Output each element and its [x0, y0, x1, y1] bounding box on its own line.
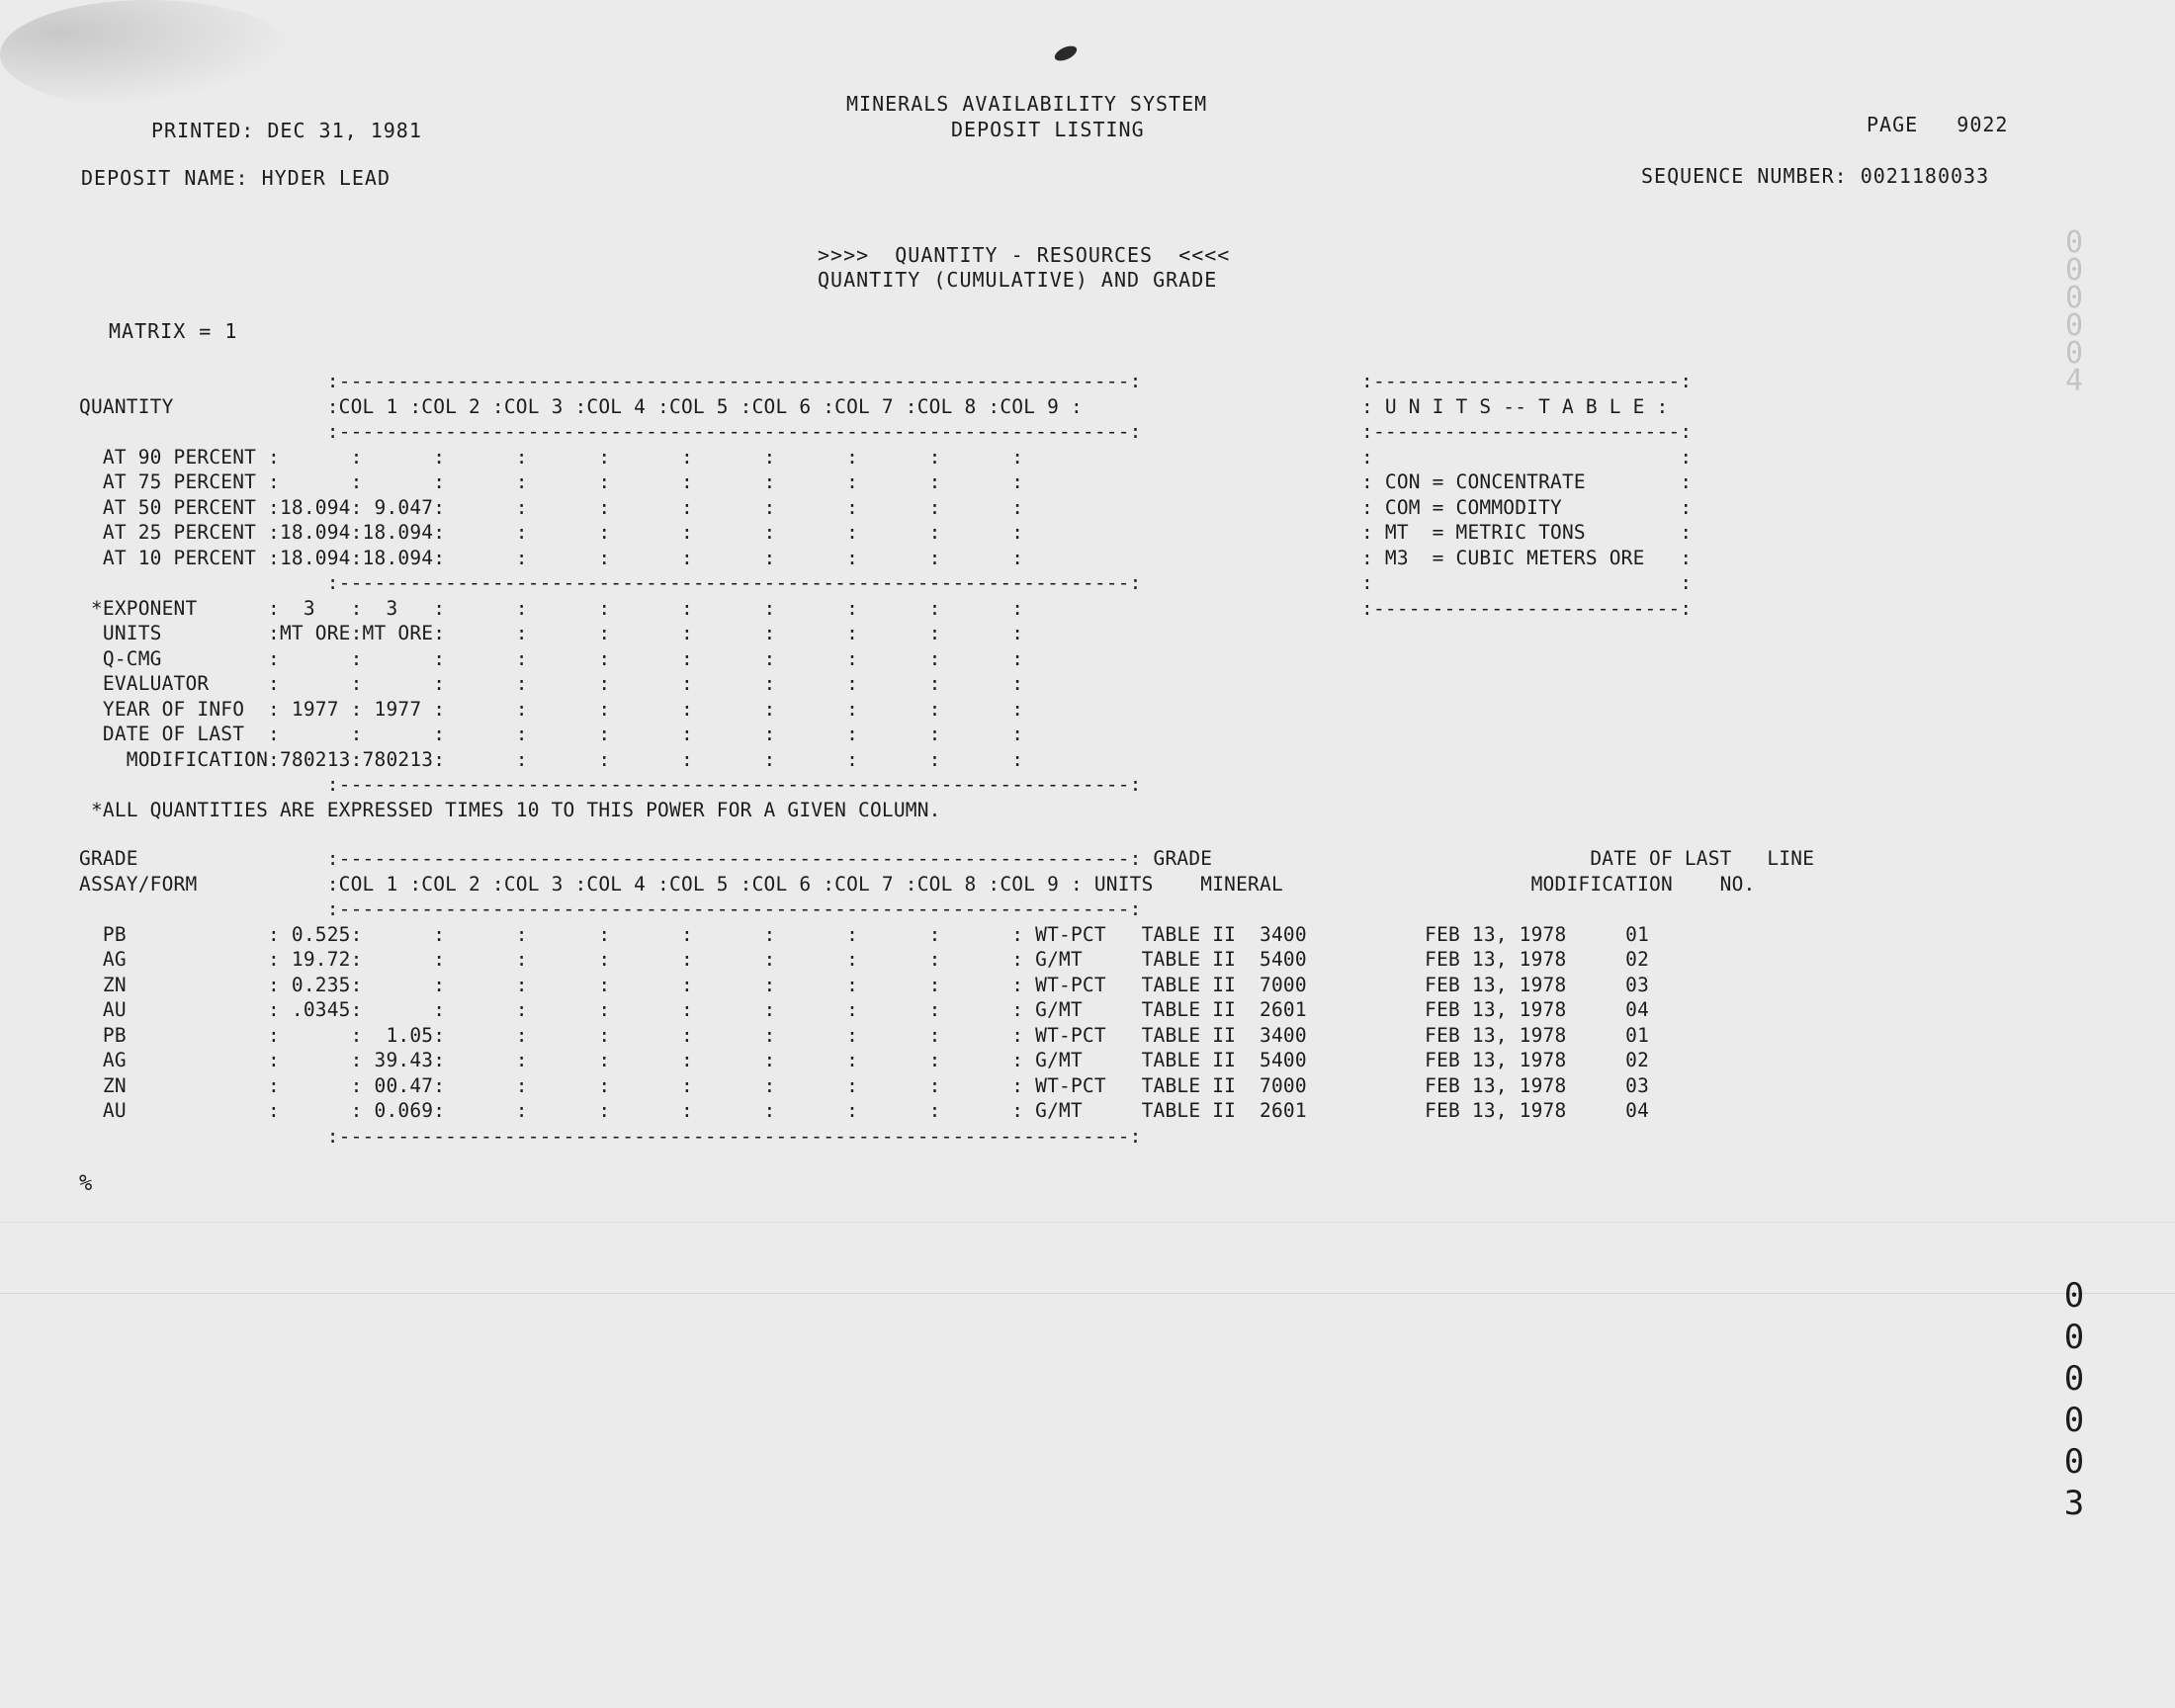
sequence-number: SEQUENCE NUMBER: 0021180033 — [1641, 164, 1990, 188]
grade-line: ASSAY/FORM :COL 1 :COL 2 :COL 3 :COL 4 :COL 5 :COL 6 :COL 7 :COL 8 :COL 9 : UNITS MINERAL MODIFICATION NO. — [79, 872, 1756, 896]
grade-line: GRADE :-------------------------------------------------------------------: GRADE DATE OF LAST LINE — [79, 847, 1815, 870]
quantity-line: DATE OF LAST : : : : : : : : : : — [79, 723, 1024, 745]
units-line: :--------------------------: — [1361, 370, 1693, 392]
printed-date: PRINTED: DEC 31, 1981 — [151, 119, 422, 142]
units-line: :--------------------------: — [1361, 596, 1693, 620]
quantity-line: YEAR OF INFO : 1977 : 1977 : : : : : : : : — [79, 697, 1024, 721]
quantity-line: AT 25 PERCENT :18.094:18.094: : : : : : : : — [79, 521, 1024, 544]
units-line: : : — [1361, 571, 1693, 594]
page-number: PAGE 9022 — [1867, 113, 2009, 136]
grade-line: :-------------------------------------------------------------------: — [79, 1124, 1142, 1148]
quantity-line: *ALL QUANTITIES ARE EXPRESSED TIMES 10 TO THIS POWER FOR A GIVEN COLUMN. — [79, 798, 941, 821]
scan-smudge — [0, 0, 297, 109]
units-line: : M3 = CUBIC METERS ORE : — [1361, 546, 1693, 569]
quantity-line: AT 75 PERCENT : : : : : : : : : : — [79, 470, 1024, 493]
quantity-line: UNITS :MT ORE:MT ORE: : : : : : : : — [79, 622, 1024, 644]
quantity-line: AT 90 PERCENT : : : : : : : : : : — [79, 445, 1024, 469]
matrix-label: MATRIX = 1 — [109, 319, 238, 343]
grade-line: ZN : 0.235: : : : : : : : : WT-PCT TABLE II 7000 FEB 13, 1978 03 — [79, 973, 1650, 996]
grade-line: AG : : 39.43: : : : : : : : G/MT TABLE II 5400 FEB 13, 1978 02 — [79, 1049, 1650, 1071]
units-line: : U N I T S -- T A B L E : — [1361, 394, 1669, 418]
grade-line: PB : 0.525: : : : : : : : : WT-PCT TABLE II 3400 FEB 13, 1978 01 — [79, 922, 1650, 946]
quantity-line: :-------------------------------------------------------------------: — [79, 370, 1142, 392]
quantity-line: :-------------------------------------------------------------------: — [79, 773, 1142, 796]
grade-line: :-------------------------------------------------------------------: — [79, 897, 1142, 920]
grade-line: PB : : 1.05: : : : : : : : WT-PCT TABLE II 3400 FEB 13, 1978 01 — [79, 1023, 1650, 1047]
quantity-line: EVALUATOR : : : : : : : : : : — [79, 672, 1024, 695]
quantity-line: QUANTITY :COL 1 :COL 2 :COL 3 :COL 4 :COL 5 :COL 6 :COL 7 :COL 8 :COL 9 : — [79, 394, 1083, 418]
section-subtitle: QUANTITY (CUMULATIVE) AND GRADE — [818, 268, 1218, 292]
quantity-table — [79, 369, 1285, 822]
units-line: : COM = COMMODITY : — [1361, 495, 1693, 519]
quantity-line: Q-CMG : : : : : : : : : : — [79, 646, 1024, 670]
side-number-lower: 0 0 0 0 0 3 — [2063, 1276, 2085, 1523]
system-title: MINERALS AVAILABILITY SYSTEM — [846, 92, 1208, 116]
deposit-name: DEPOSIT NAME: HYDER LEAD — [81, 166, 391, 190]
quantity-line: :-------------------------------------------------------------------: — [79, 420, 1142, 443]
quantity-line: MODIFICATION:780213:780213: : : : : : : : — [79, 747, 1024, 771]
ink-mark — [1053, 43, 1080, 63]
grade-line: AG : 19.72: : : : : : : : : G/MT TABLE II 5400 FEB 13, 1978 02 — [79, 948, 1650, 971]
scan-line — [0, 1222, 2175, 1223]
grade-line: ZN : : 00.47: : : : : : : : WT-PCT TABLE II 7000 FEB 13, 1978 03 — [79, 1073, 1650, 1097]
grade-line: AU : : 0.069: : : : : : : : G/MT TABLE II 2601 FEB 13, 1978 04 — [79, 1099, 1650, 1122]
units-line: : MT = METRIC TONS : — [1361, 521, 1693, 544]
percent-mark: % — [79, 1171, 94, 1196]
quantity-line: :-------------------------------------------------------------------: — [79, 571, 1142, 594]
grade-table — [79, 846, 2106, 1149]
scan-line — [0, 1293, 2175, 1294]
grade-line: AU : .0345: : : : : : : : : G/MT TABLE II 2601 FEB 13, 1978 04 — [79, 998, 1650, 1021]
section-title: >>>> QUANTITY - RESOURCES <<<< — [818, 243, 1231, 267]
listing-title: DEPOSIT LISTING — [951, 118, 1145, 141]
units-line: : : — [1361, 445, 1693, 469]
units-line: : CON = CONCENTRATE : — [1361, 470, 1693, 493]
quantity-line: AT 50 PERCENT :18.094: 9.047: : : : : : : : — [79, 495, 1024, 519]
quantity-line: *EXPONENT : 3 : 3 : : : : : : : : — [79, 596, 1024, 620]
side-number-upper: 0 0 0 0 0 4 — [2064, 225, 2084, 398]
units-line: :--------------------------: — [1361, 420, 1693, 443]
quantity-line: AT 10 PERCENT :18.094:18.094: : : : : : : : — [79, 546, 1024, 569]
units-table — [1361, 369, 1757, 621]
